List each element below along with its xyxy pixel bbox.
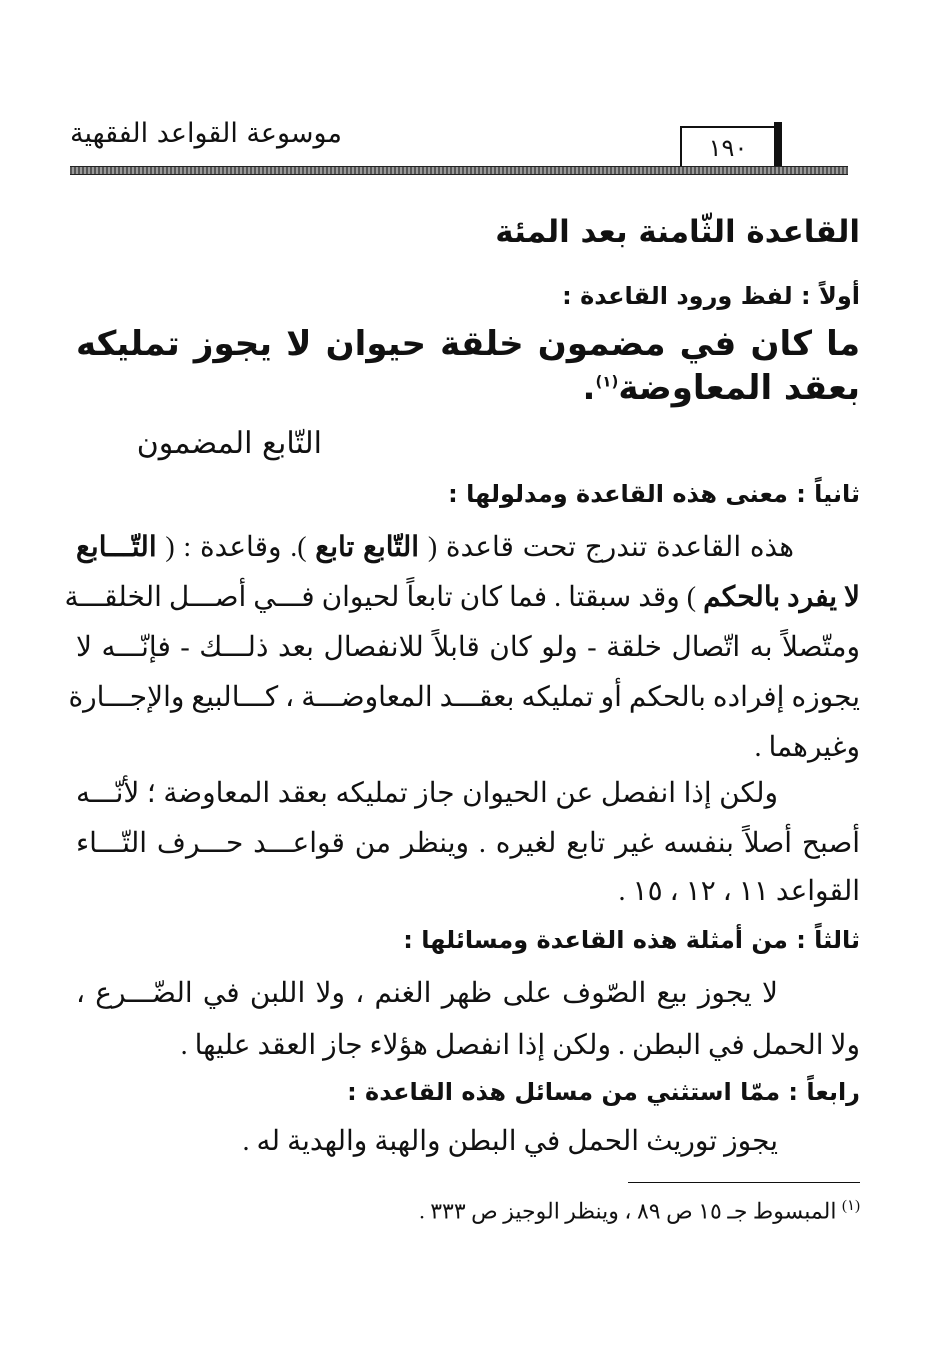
section2-p2-line3: القواعد ١١ ، ١٢ ، ١٥ . bbox=[618, 876, 860, 907]
p1-l1-d: التّـــابع bbox=[76, 532, 157, 563]
book-title: موسوعة القواعد الفقهية bbox=[70, 118, 342, 149]
page-number-bar bbox=[774, 122, 782, 172]
section2-p1-line3: ومتّصلاً به اتّصال خلقة - ولو كان قابلاً للانفصال بعد ذلـــك - فإنّـــه لا bbox=[76, 632, 860, 663]
footnote-rule bbox=[628, 1182, 860, 1183]
rule-text-line2 bbox=[583, 368, 860, 408]
section2-p1-line4: يجوزه إفراده بالحكم أو تمليكه بعقـــد المعاوضـــة ، كـــالبيع والإجـــارة bbox=[68, 682, 860, 713]
section4-line1: يجوز توريث الحمل في البطن والهبة والهدية له . bbox=[242, 1126, 778, 1157]
section1-heading: أولاً : لفظ ورود القاعدة : bbox=[562, 282, 860, 310]
rule-text-line1: ما كان في مضمون خلقة حيوان لا يجوز تمليكه bbox=[76, 324, 860, 364]
rule-text-line2-main: بعقد المعاوضة bbox=[618, 368, 860, 408]
footnote-reference: (١) bbox=[595, 372, 619, 391]
alt-phrase: التّابع المضمون bbox=[136, 426, 322, 461]
footnote bbox=[419, 1196, 860, 1224]
section3-line1: لا يجوز بيع الصّوف على ظهر الغنم ، ولا اللبن في الضّـــرع ، bbox=[76, 978, 778, 1009]
footnote-text: المبسوط جـ ١٥ ص ٨٩ ، وينظر الوجيز ص ٣٣٣ . bbox=[419, 1198, 837, 1224]
page-number: ١٩٠ bbox=[680, 126, 776, 168]
p1-l1-a: هذه القاعدة تندرج تحت قاعدة ( bbox=[427, 532, 794, 563]
header-rule bbox=[70, 166, 848, 175]
section2-p2-line1: ولكن إذا انفصل عن الحيوان جاز تمليكه بعقد المعاوضة ؛ لأنّـــه bbox=[76, 778, 778, 809]
footnote-marker: (١) bbox=[841, 1198, 860, 1214]
p1-l2-a: لا يفرد بالحكم bbox=[703, 582, 860, 613]
section3-heading: ثالثاً : من أمثلة هذه القاعدة ومسائلها : bbox=[403, 926, 860, 954]
p1-l2-b: ) وقد سبقتا . فما كان تابعاً لحيوان فـــي أصـــل الخلقـــة bbox=[64, 582, 697, 613]
section2-p1-line1 bbox=[76, 530, 860, 564]
rule-text-end: . bbox=[582, 368, 596, 408]
section2-p2-line2: أصبح أصلاً بنفسه غير تابع لغيره . وينظر من قواعـــد حـــرف التّـــاء bbox=[76, 828, 860, 859]
p1-l1-b: التّابع تابع bbox=[315, 532, 420, 563]
section4-heading: رابعاً : ممّا استثني من مسائل هذه القاعدة : bbox=[347, 1078, 860, 1106]
p1-l1-c: ). وقاعدة : ( bbox=[165, 532, 307, 563]
section2-p1-line5: وغيرهما . bbox=[754, 732, 860, 763]
section2-heading: ثانياً : معنى هذه القاعدة ومدلولها : bbox=[448, 480, 860, 508]
section3-line2: ولا الحمل في البطن . ولكن إذا انفصل هؤلاء جاز العقد عليها . bbox=[180, 1030, 860, 1061]
rule-title: القاعدة الثّامنة بعد المئة bbox=[495, 214, 860, 250]
section2-p1-line2 bbox=[64, 580, 860, 614]
